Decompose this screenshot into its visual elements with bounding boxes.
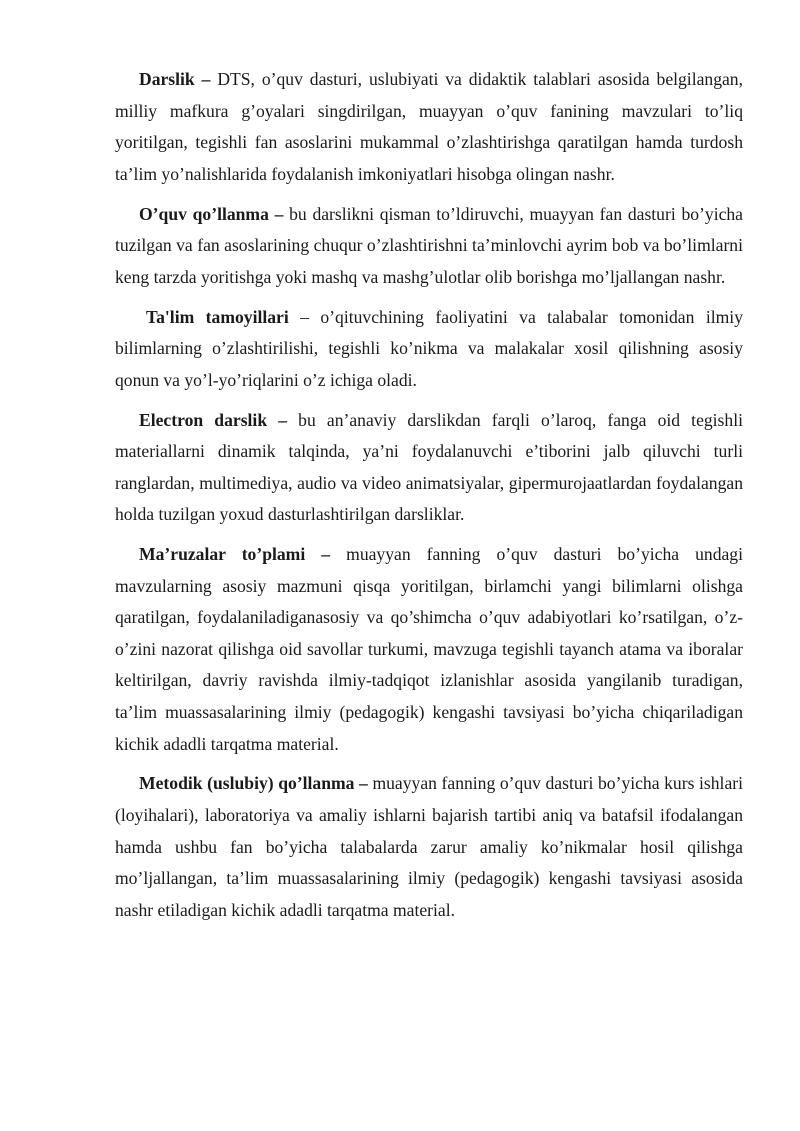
- term-metodik-qollanma: Metodik (uslubiy) qo’llanma –: [139, 773, 368, 794]
- definition-text-maruzalar-toplami: muayyan fanning o’quv dasturi bo’yicha undagi mavzularning asosiy mazmuni qisqa yoritilgan, birlamchi yangi bilimlarni olishga qaratilgan, foydalaniladiganasosiy va qo’shimcha o’quv adabiyotlari ko’rsatilgan, o’z-o’zini nazorat qilishga oid savollar turkumi, mavzuga tegishli tayanch atama va iboralar keltirilgan, davriy ravishda ilmiy-tadqiqot izlanishlar asosida yangilanib turadigan, ta’lim muassasalarining ilmiy (pedagogik) kengashi tavsiyasi bo’yicha chiqariladigan kichik adadli tarqatma material.: [115, 544, 743, 754]
- term-talim-tamoyillari: Ta'lim tamoyillari: [146, 306, 289, 327]
- term-maruzalar-toplami: Ma’ruzalar to’plami –: [139, 544, 331, 565]
- definition-electron-darslik: [115, 405, 743, 531]
- term-oquv-qollanma: O’quv qo’llanma –: [139, 203, 284, 224]
- term-darslik: Darslik –: [139, 69, 211, 89]
- definition-text-electron-darslik: bu an’anaviy darslikdan farqli o’laroq, fanga oid tegishli materiallarni dinamik talqinda, ya’ni foydalanuvchi e’tiborini jalb qiluvchi turli ranglardan, multimediya, audio va video animatsiyalar, gipermurojaatlardan foydalangan holda tuzilgan yoxud dasturlashtirilgan darsliklar.: [115, 409, 743, 525]
- definition-darslik: [115, 64, 743, 190]
- definition-text-talim-tamoyillari: – o’qituvchining faoliyatini va talabalar tomonidan ilmiy bilimlarning o’zlashtirilishi, tegishli ko’nikma va malakalar xosil qilishning asosiy qonun va yo’l-yo’riqlarini o’z ichiga oladi.: [115, 306, 743, 390]
- definition-text-metodik-qollanma: muayyan fanning o’quv dasturi bo’yicha kurs ishlari (loyihalari), laboratoriya va amaliy ishlarni bajarish tartibi aniq va batafsil ifodalangan hamda ushbu fan bo’yicha talabalarda zarur amaliy ko’nikmalar hosil qilishga mo’ljallangan, ta’lim muassasalarining ilmiy (pedagogik) kengashi tavsiyasi asosida nashr etiladigan kichik adadli tarqatma material.: [115, 773, 743, 920]
- definition-metodik-qollanma: [115, 768, 743, 926]
- definition-maruzalar-toplami: [115, 539, 743, 760]
- definition-talim-tamoyillari: [115, 302, 743, 397]
- term-electron-darslik: Electron darslik –: [139, 409, 288, 430]
- document-page: [115, 64, 743, 935]
- definition-text-oquv-qollanma: bu darslikni qisman to’ldiruvchi, muayyan fan dasturi bo’yicha tuzilgan va fan asoslarining chuqur o’zlashtirishni ta’minlovchi ayrim bob va bo’limlarni keng tarzda yoritishga yoki mashq va mashg’ulotlar olib borishga mo’ljallangan nashr.: [115, 203, 743, 287]
- definition-text-darslik: DTS, o’quv dasturi, uslubiyati va didaktik talablari asosida belgilangan, milliy mafkura g’oyalari singdirilgan, muayyan o’quv fanining mavzulari to’liq yoritilgan, tegishli fan asoslarini mukammal o’zlashtirishga qaratilgan hamda turdosh ta’lim yo’nalishlarida foydalanish imkoniyatlari hisobga olingan nashr.: [115, 69, 743, 184]
- definition-oquv-qollanma: [115, 199, 743, 294]
